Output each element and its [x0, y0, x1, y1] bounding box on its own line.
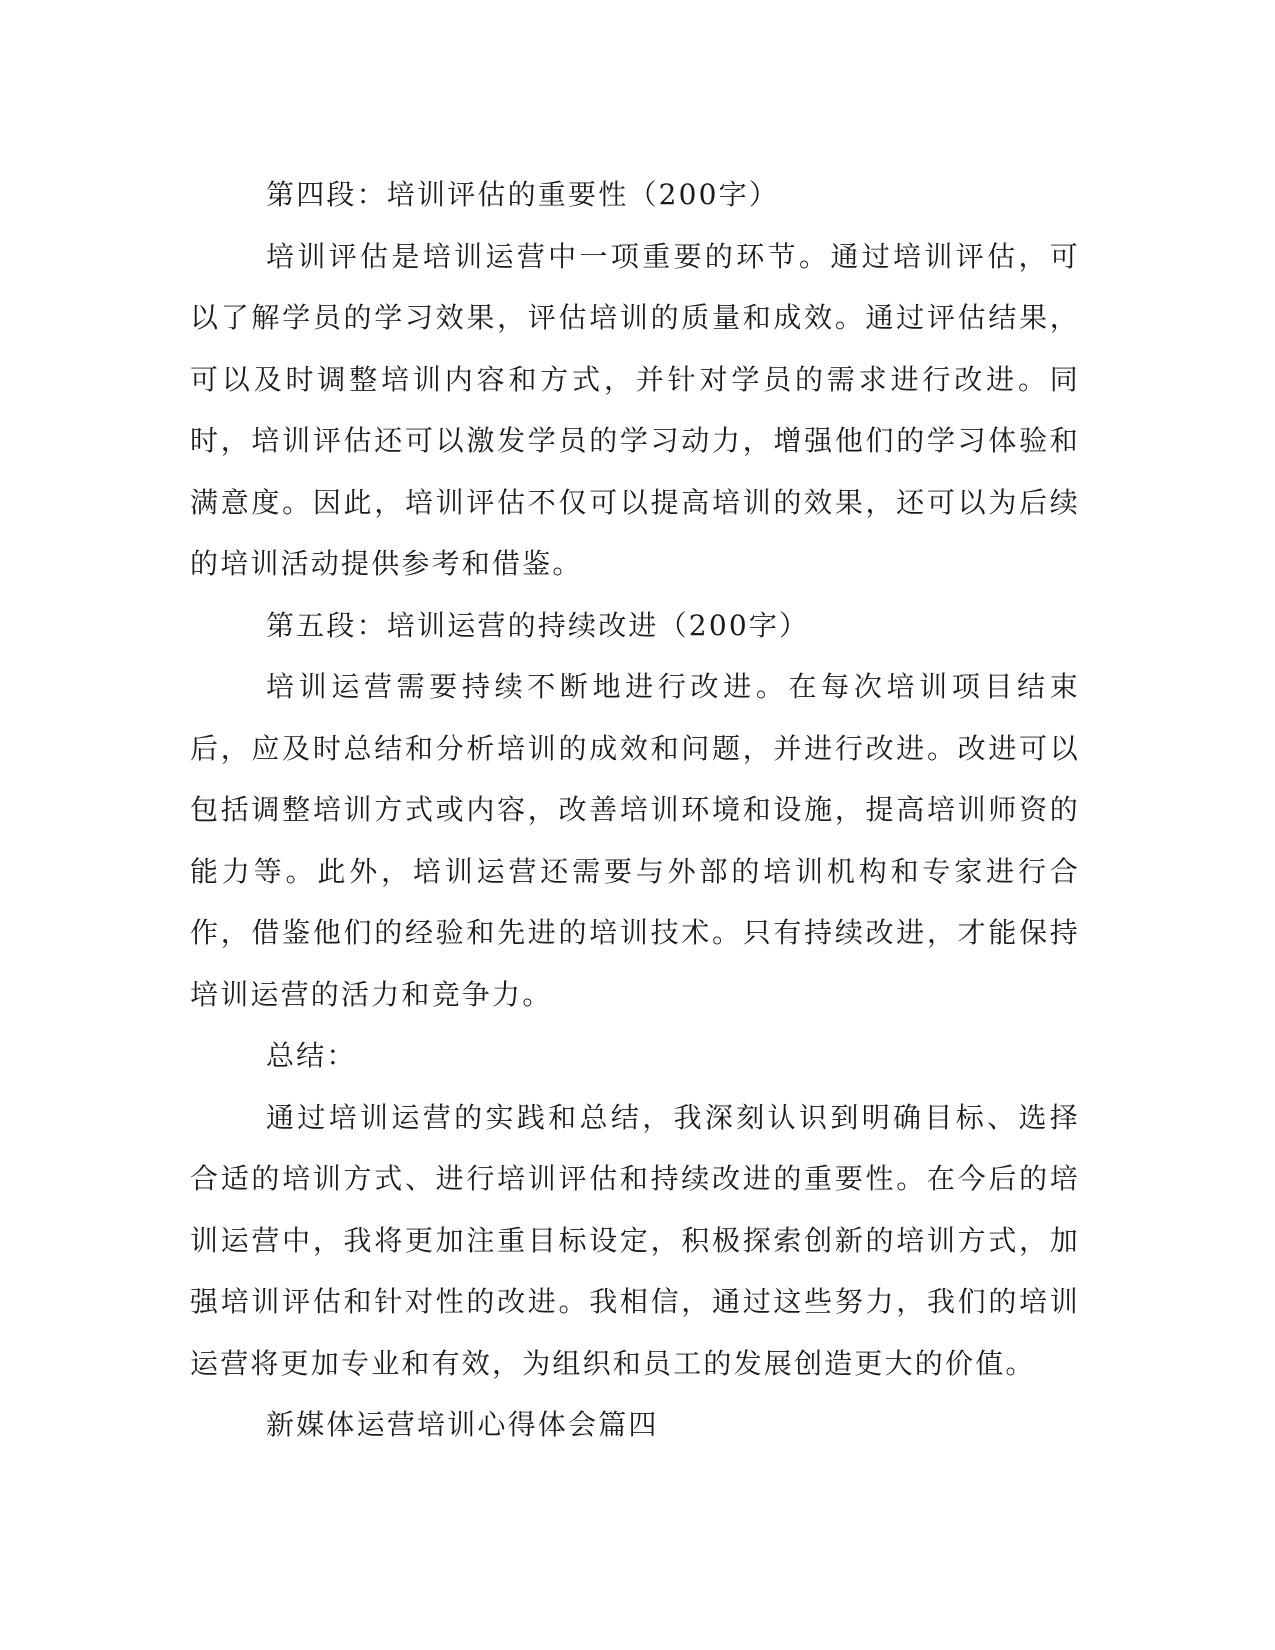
section-body-4: 培训评估是培训运营中一项重要的环节。通过培训评估，可以了解学员的学习效果，评估培训的质量和成效。通过评估结果，可以及时调整培训内容和方式，并针对学员的需求进行改进。同时，培训评估还可以激发学员的学习动力，增强他们的学习体验和满意度。因此，培训评估不仅可以提高培训的效果，还可以为后续的培训活动提供参考和借鉴。: [190, 239, 1080, 580]
section-heading-4: 第四段：培训评估的重要性（200字）: [266, 178, 780, 211]
section-heading-5: 第五段：培训运营的持续改进（200字）: [266, 608, 810, 642]
summary-heading: 总结：: [266, 1039, 357, 1072]
summary-body: 通过培训运营的实践和总结，我深刻认识到明确目标、选择合适的培训方式、进行培训评估和持续改进的重要性。在今后的培训运营中，我将更加注重目标设定，积极探索创新的培训方式，加强培训评估和针对性的改进。我相信，通过这些努力，我们的培训运营将更加专业和有效，为组织和员工的发展创造更大的价值。: [190, 1100, 1080, 1380]
section-body-5: 培训运营需要持续不断地进行改进。在每次培训项目结束后，应及时总结和分析培训的成效和问题，并进行改进。改进可以包括调整培训方式或内容，改善培训环境和设施，提高培训师资的能力等。此外，培训运营还需要与外部的培训机构和专家进行合作，借鉴他们的经验和先进的培训技术。只有持续改进，才能保持培训运营的活力和竞争力。: [190, 670, 1080, 1011]
document-body: [190, 164, 1080, 1456]
next-article-title: 新媒体运营培训心得体会篇四: [266, 1408, 659, 1441]
